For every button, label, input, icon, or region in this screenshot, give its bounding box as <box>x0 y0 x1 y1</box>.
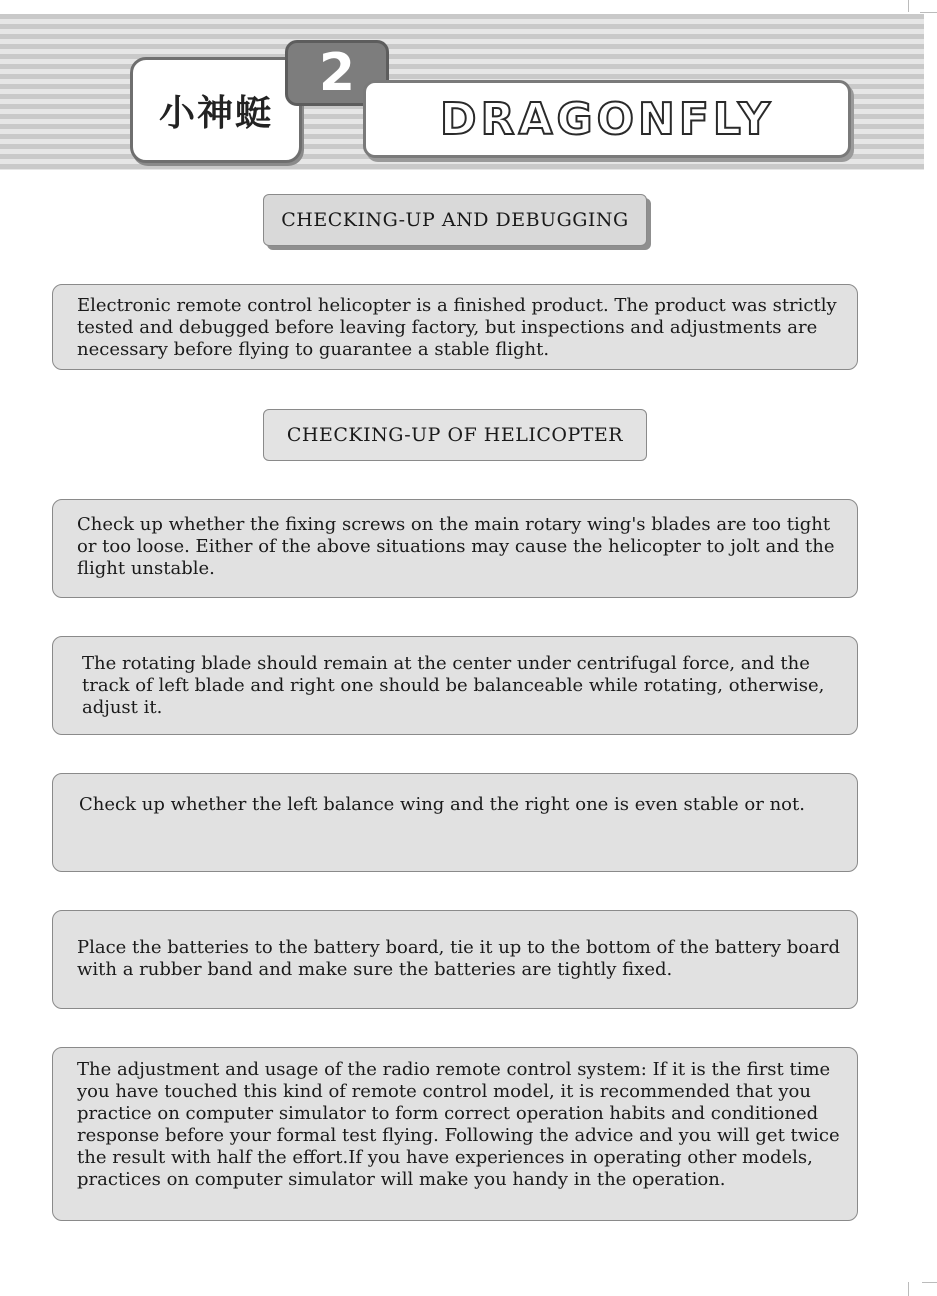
logo-text: 小神蜓 <box>158 92 273 134</box>
section-heading-helicopter <box>263 409 647 461</box>
title-box <box>363 80 851 158</box>
paragraph-text: Place the batteries to the battery board, tie it up to the bottom of the battery board with a rubber band and make sure the batteries are tightly fixed. <box>77 937 840 980</box>
paragraph-intro <box>52 284 858 370</box>
crop-mark-top-h <box>920 12 937 13</box>
paragraph-text: The rotating blade should remain at the center under centrifugal force, and the track of left blade and right one should be balanceable while rotating, otherwise, adjust it. <box>82 653 825 718</box>
chapter-number: 2 <box>318 43 356 103</box>
crop-mark-bottom <box>908 1282 909 1296</box>
section-heading-label: CHECKING-UP OF HELICOPTER <box>286 424 624 446</box>
paragraph-fixing-screws <box>52 499 858 598</box>
paragraph-text: Check up whether the fixing screws on the main rotary wing's blades are too tight or too loose. Either of the above situations may cause the helicopter to jolt and the flight unstable. <box>77 514 835 579</box>
paragraph-text: Electronic remote control helicopter is a finished product. The product was strictly tested and debugged before leaving factory, but inspections and adjustments are necessary before flying to guarantee a stable flight. <box>77 295 837 360</box>
paragraph-batteries <box>52 910 858 1009</box>
section-heading-debugging <box>263 194 647 246</box>
paragraph-text: Check up whether the left balance wing and the right one is even stable or not. <box>79 794 805 815</box>
section-heading-label: CHECKING-UP AND DEBUGGING <box>281 209 629 231</box>
crop-mark-top <box>908 0 909 12</box>
paragraph-rotating-blade <box>52 636 858 735</box>
logo <box>130 57 302 163</box>
crop-mark-bottom-h <box>922 1282 937 1283</box>
paragraph-radio-system <box>52 1047 858 1221</box>
paragraph-balance-wing <box>52 773 858 872</box>
page-title: DRAGONFLY <box>440 93 774 145</box>
paragraph-text: The adjustment and usage of the radio remote control system: If it is the first time you have touched this kind of remote control model, it is recommended that you practice on computer simulator to form correct operation habits and conditioned response before your formal test flying. Following the advice and you will get twice the result with half the effort.If you have experiences in operating other models, practices on computer simulator will make you handy in the operation. <box>77 1059 840 1190</box>
